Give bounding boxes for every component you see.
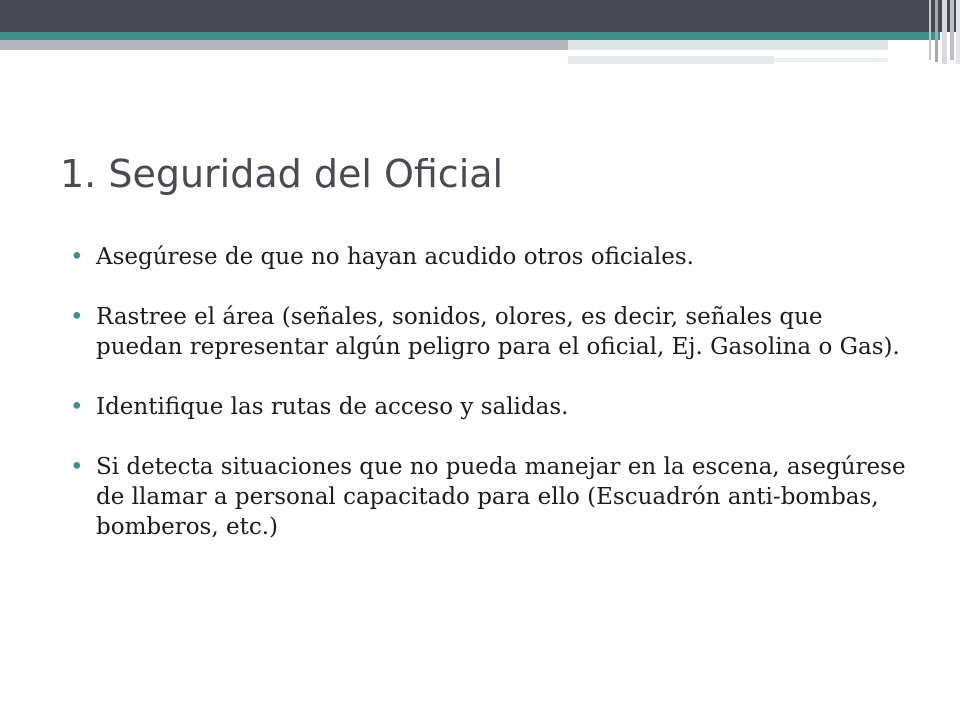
bullet-dot-icon: • xyxy=(70,454,84,480)
bullet-list xyxy=(70,242,910,572)
header-stub-band-2 xyxy=(774,58,888,62)
bullet-text: Asegúrese de que no hayan acudido otros oficiales. xyxy=(96,244,694,270)
bullet-dot-icon: • xyxy=(70,304,84,330)
bullet-dot-icon: • xyxy=(70,394,84,420)
decor-vertical-line-4 xyxy=(950,0,954,60)
decor-vertical-line-3 xyxy=(942,0,947,64)
header-gray-band xyxy=(0,40,568,50)
slide-title: 1. Seguridad del Oficial xyxy=(60,152,504,196)
bullet-text: Si detecta situaciones que no pueda manejar en la escena, asegúrese de llamar a personal capacitado para ello (Escuadrón anti-bombas, bomberos, etc.) xyxy=(96,454,906,540)
bullet-item xyxy=(70,242,910,272)
header-stub-band xyxy=(568,56,774,64)
decor-vertical-line-2 xyxy=(935,0,938,62)
bullet-item xyxy=(70,452,910,542)
decor-vertical-line-5 xyxy=(956,0,960,64)
header-dark-band xyxy=(0,0,960,32)
bullet-text: Rastree el área (señales, sonidos, olores, es decir, señales que puedan representar algún peligro para el oficial, Ej. Gasolina o Gas). xyxy=(96,304,900,360)
header-light-band xyxy=(568,40,888,50)
decor-vertical-line-1 xyxy=(929,0,931,60)
header-divider-line xyxy=(568,50,888,52)
bullet-item xyxy=(70,302,910,362)
bullet-item xyxy=(70,392,910,422)
bullet-text: Identifique las rutas de acceso y salidas. xyxy=(96,394,569,420)
header-teal-band xyxy=(0,32,940,40)
bullet-dot-icon: • xyxy=(70,244,84,270)
